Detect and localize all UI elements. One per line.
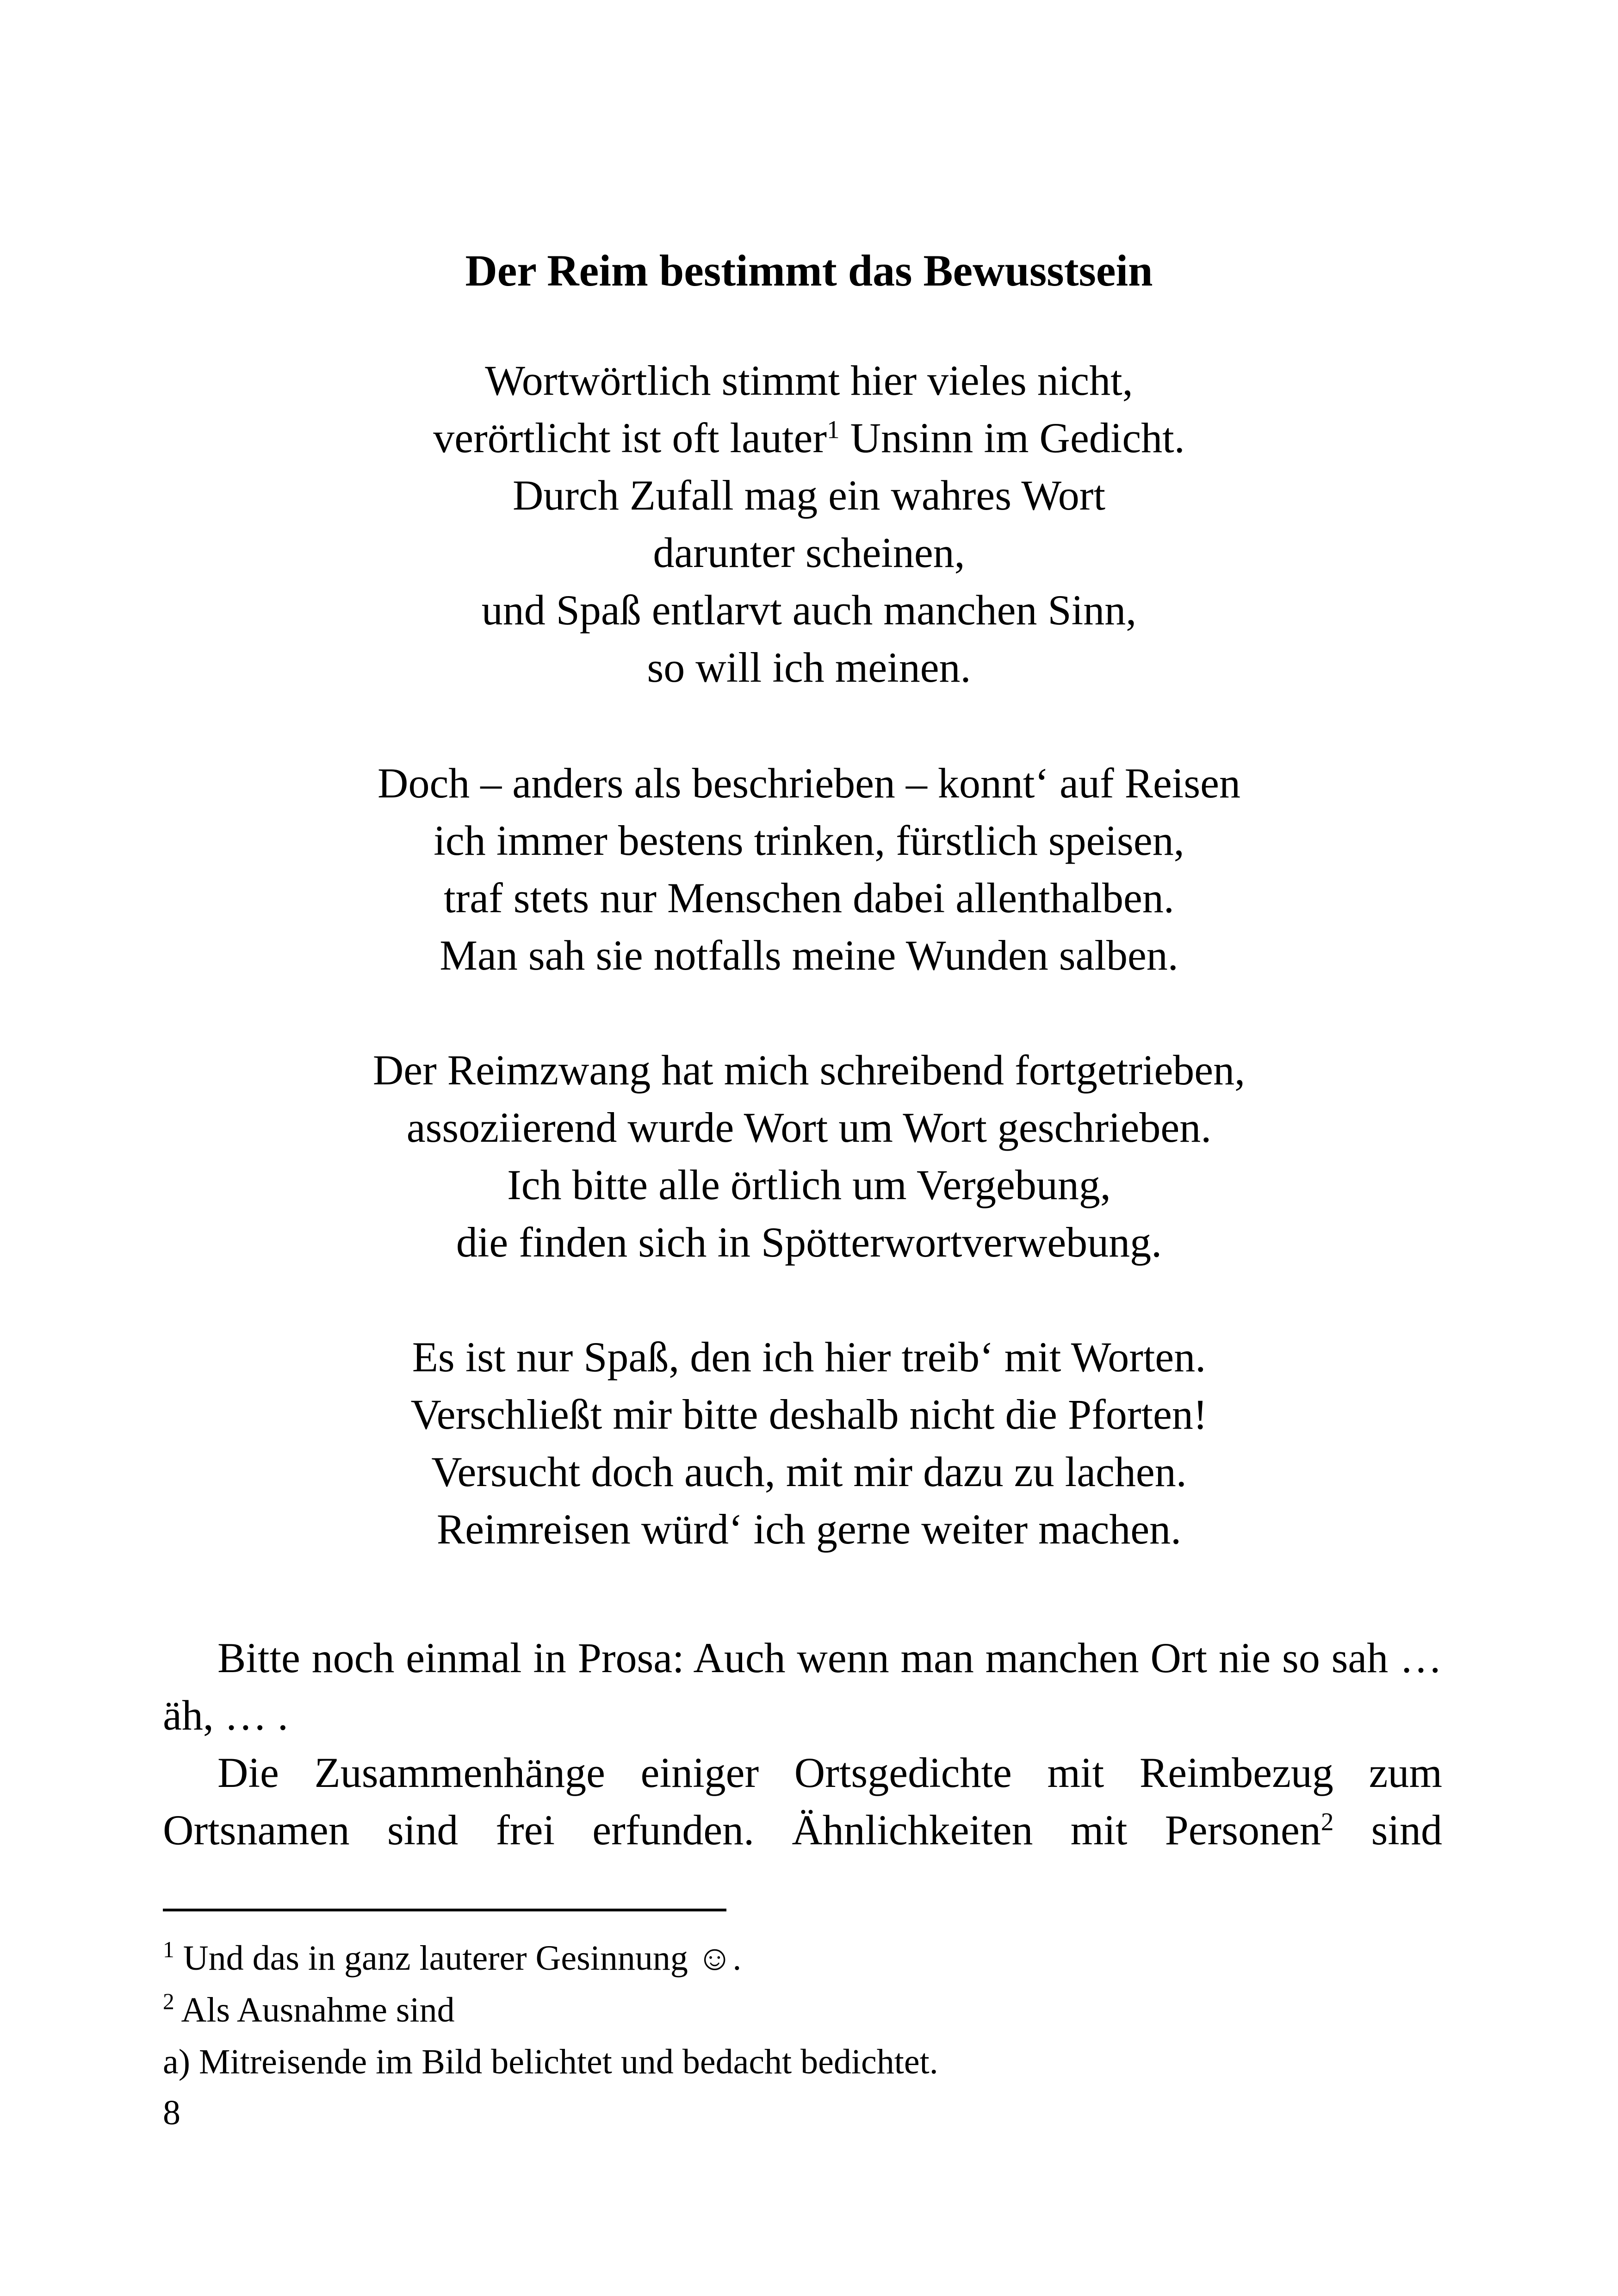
poem-line: die finden sich in Spötterwortverwebung.	[456, 1219, 1162, 1266]
page-number: 8	[163, 2093, 180, 2132]
footnote-ref-1: 1	[826, 415, 840, 444]
footnote-text: Als Ausnahme sind	[174, 1991, 455, 2029]
poem-line: Es ist nur Spaß, den ich hier treib‘ mit Worten.	[412, 1333, 1206, 1381]
footnote-marker: 1	[163, 1936, 174, 1962]
footnote-marker: 2	[163, 1988, 174, 2014]
poem-line: Versucht doch auch, mit mir dazu zu lachen.	[431, 1448, 1187, 1495]
poem-line: darunter scheinen,	[653, 529, 965, 576]
stanza-4	[0, 1328, 1618, 1558]
poem-line: Durch Zufall mag ein wahres Wort	[512, 472, 1106, 519]
poem-line: ich immer bestens trinken, fürstlich speisen,	[434, 817, 1184, 864]
poem-line-text: verörtlicht ist oft lauter	[433, 414, 827, 461]
poem-line: assoziierend wurde Wort um Wort geschrieben.	[406, 1104, 1212, 1151]
footnote-ref-2: 2	[1320, 1807, 1334, 1836]
poem-line	[0, 409, 1618, 467]
stanza-2	[0, 754, 1618, 984]
footnote-2a	[163, 2036, 1442, 2088]
poem-line-text: Unsinn im Gedicht.	[839, 414, 1185, 461]
footnote-2	[163, 1984, 1442, 2036]
poem-line: so will ich meinen.	[647, 644, 971, 691]
poem-line: Wortwörtlich stimmt hier vieles nicht,	[485, 357, 1133, 404]
prose-section	[163, 1629, 1442, 1859]
poem-line: Der Reimzwang hat mich schreibend fortgetrieben,	[372, 1046, 1246, 1094]
poem-line: und Spaß entlarvt auch manchen Sinn,	[481, 586, 1137, 634]
footnote-text: a) Mitreisende im Bild belichtet und bedacht bedichtet.	[163, 2042, 938, 2081]
poem-line: Verschließt mir bitte deshalb nicht die Pforten!	[410, 1391, 1208, 1438]
poem-line: Man sah sie notfalls meine Wunden salben.	[440, 932, 1178, 979]
footnote-text: Und das in ganz lauterer Gesinnung ☺.	[174, 1939, 742, 1978]
prose-paragraph: Bitte noch einmal in Prosa: Auch wenn man manchen Ort nie so sah … äh, … .	[163, 1634, 1442, 1739]
prose-paragraph	[163, 1744, 1442, 1859]
poem-line: Reimreisen würd‘ ich gerne weiter machen.	[436, 1506, 1182, 1553]
poem-line: Doch – anders als beschrieben – konnt‘ auf Reisen	[378, 759, 1240, 807]
poem-line: Ich bitte alle örtlich um Vergebung,	[507, 1161, 1111, 1208]
stanza-1	[0, 352, 1618, 696]
poem-line: traf stets nur Menschen dabei allenthalben.	[444, 874, 1174, 921]
stanza-3	[0, 1041, 1618, 1271]
footnotes	[163, 1932, 1442, 2088]
footnote-divider	[163, 1909, 726, 1911]
poem-title: Der Reim bestimmt das Bewusstsein	[465, 246, 1153, 295]
footnote-1	[163, 1932, 1442, 1984]
prose-text: sind	[1333, 1806, 1442, 1854]
prose-text: Die Zusammenhänge einiger Ortsgedichte mit Reimbezug zum Ortsnamen sind frei erfunden. Ähnlichkeiten mit Personen	[163, 1749, 1442, 1854]
